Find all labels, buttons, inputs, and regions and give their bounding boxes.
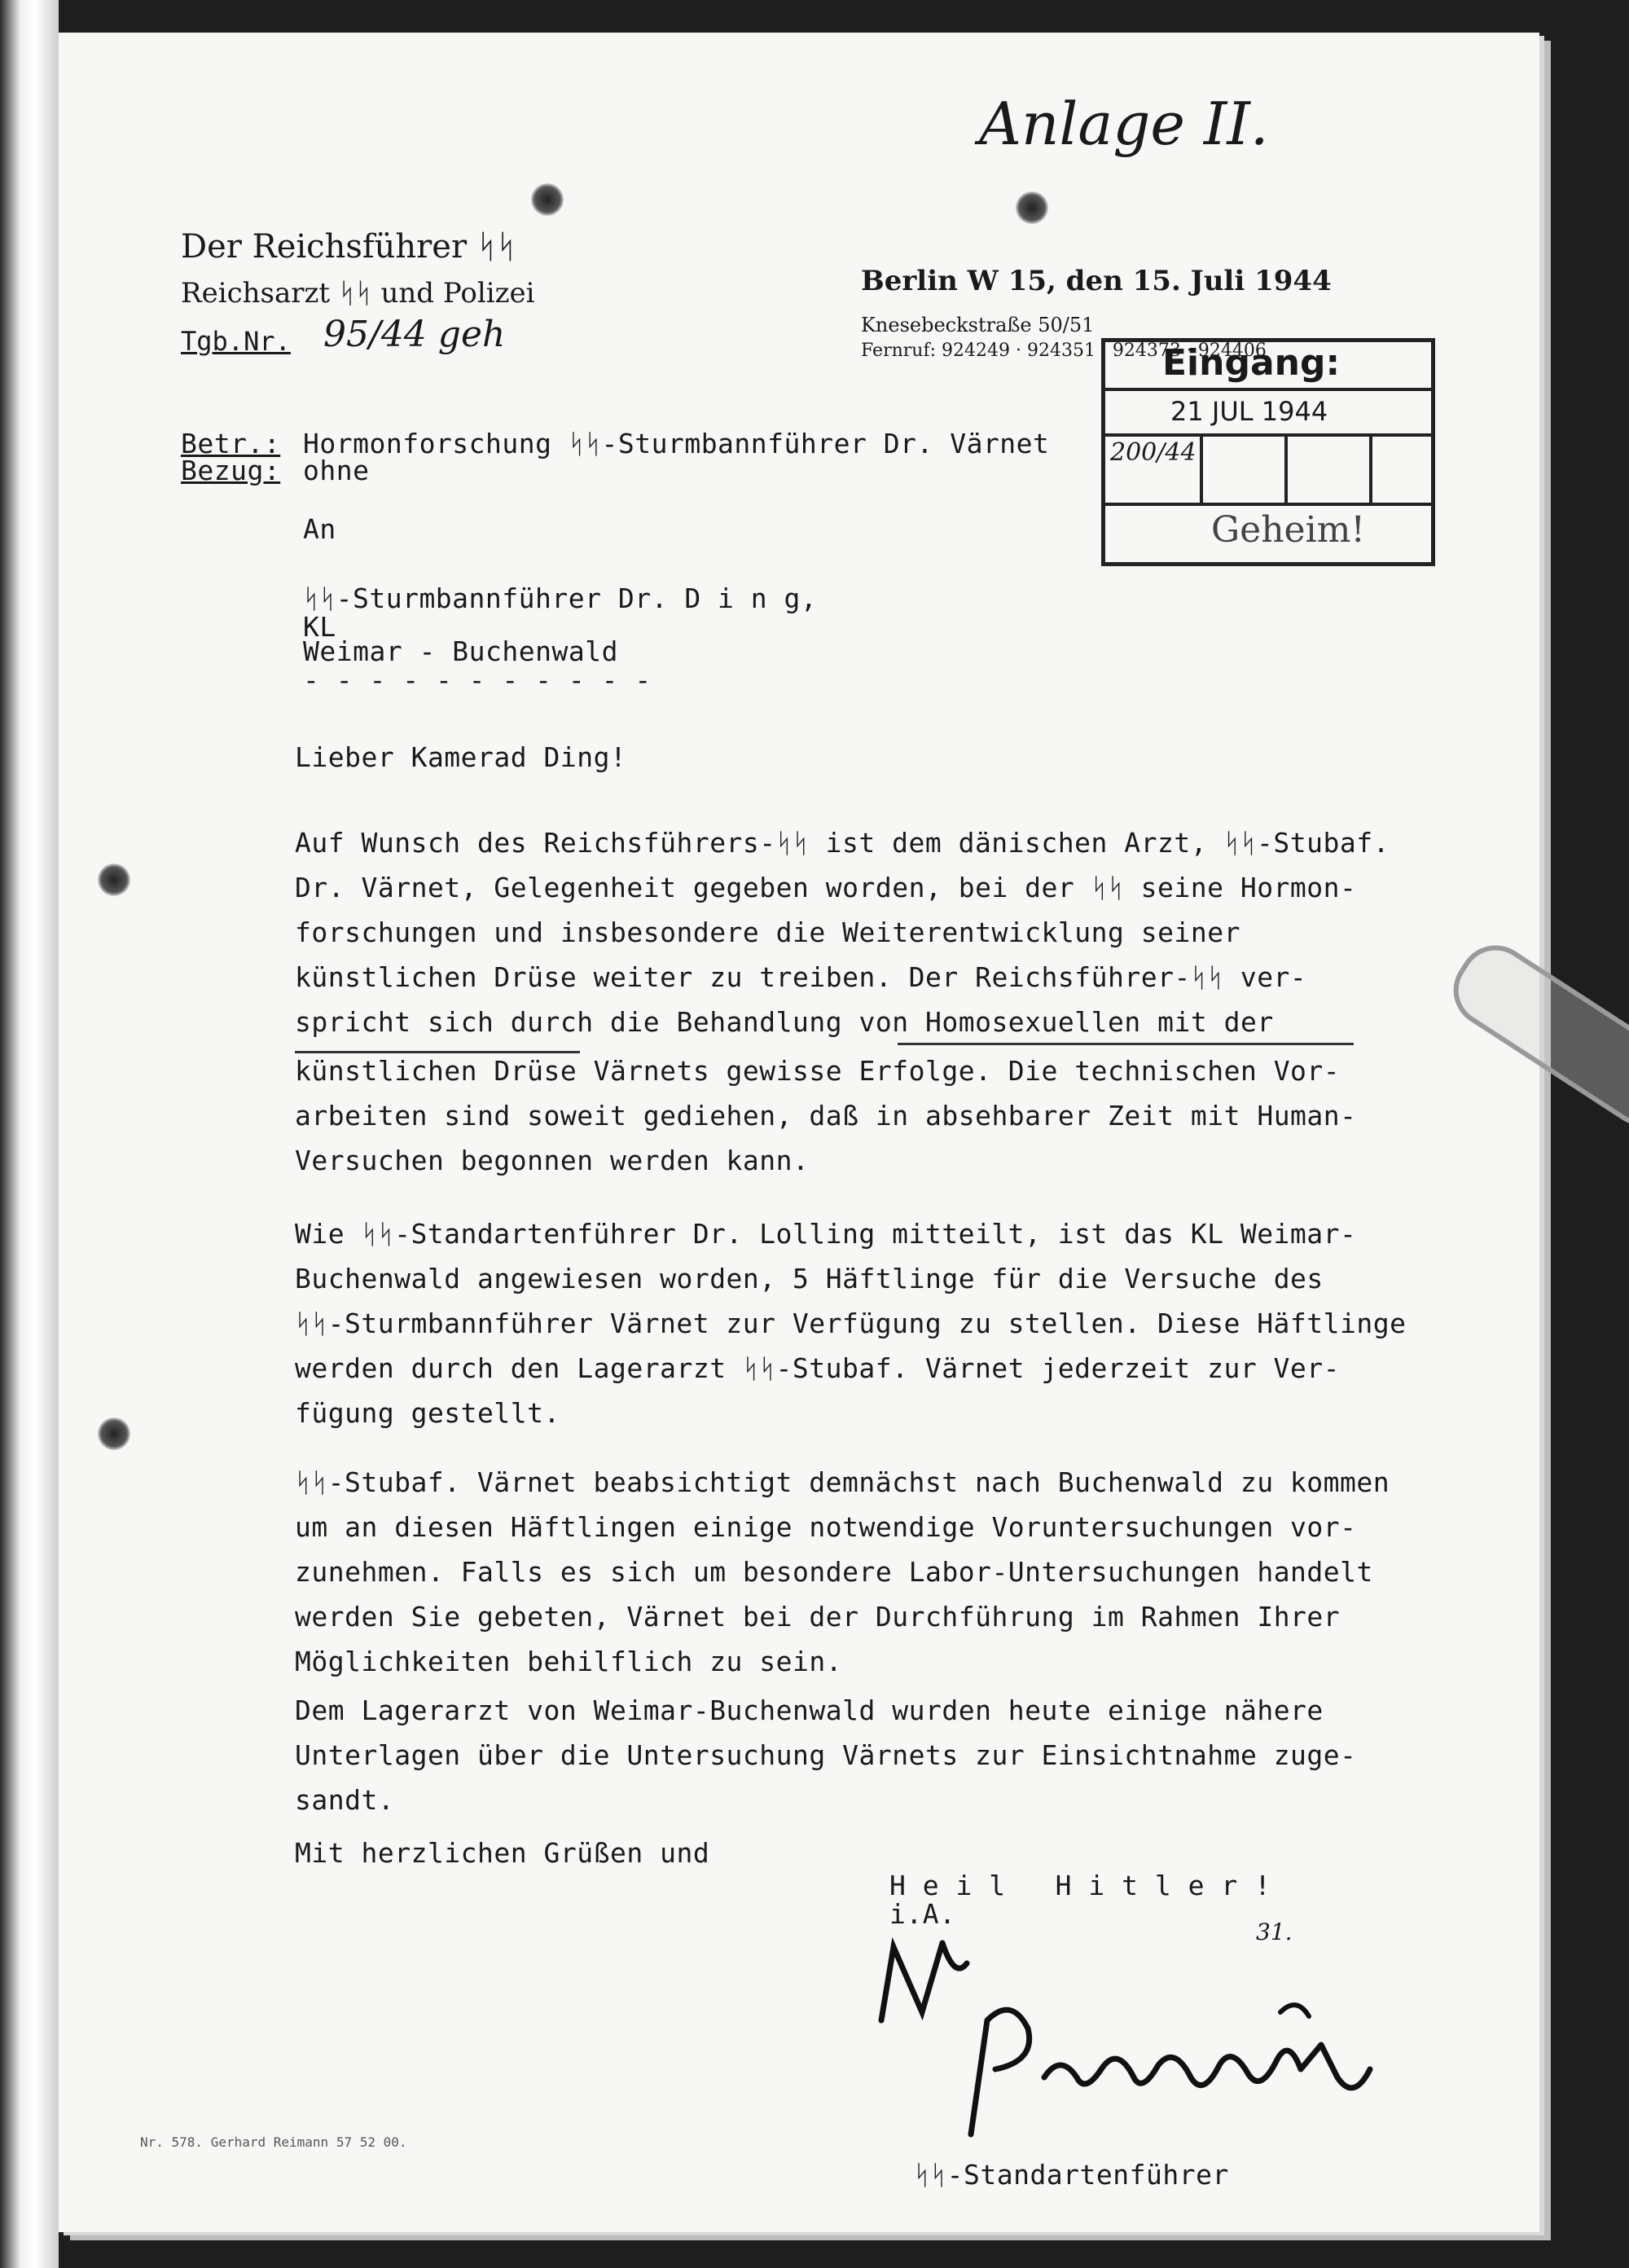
p4-line: Unterlagen über die Untersuchung Värnets zur Einsichtnahme zuge-	[295, 1739, 1357, 1771]
p2-line: Wie ᛋᛋ-Standartenführer Dr. Lolling mitteilt, ist das KL Weimar-	[295, 1218, 1357, 1250]
document-page	[59, 33, 1539, 2232]
p4-line: sandt.	[295, 1784, 395, 1816]
stamp-date: 21 JUL 1944	[1170, 396, 1328, 427]
p1-line: arbeiten sind soweit gediehen, daß in absehbarer Zeit mit Human-	[295, 1100, 1357, 1132]
place-date: Berlin W 15, den 15. Juli 1944	[861, 265, 1332, 297]
closing-heil: H e i l H i t l e r !	[889, 1870, 1271, 1901]
p3-line: ᛋᛋ-Stubaf. Värnet beabsichtigt demnächst nach Buchenwald zu kommen	[295, 1466, 1390, 1498]
p3-line: um an diesen Häftlingen einige notwendige Voruntersuchungen vor-	[295, 1511, 1357, 1543]
tgb-label: Tgb.Nr.	[181, 326, 291, 357]
stamp-classification: Geheim!	[1211, 509, 1366, 551]
punch-hole	[1016, 191, 1048, 224]
phone-numbers: Fernruf: 924249 · 924351 · 924373 · 924406	[861, 341, 1267, 361]
p1-line: künstlichen Drüse Värnets gewisse Erfolge. Die technischen Vor-	[295, 1055, 1341, 1087]
recipient-line3: Weimar - Buchenwald	[303, 635, 618, 667]
punch-hole	[98, 1418, 130, 1450]
p1-line: Auf Wunsch des Reichsführers-ᛋᛋ ist dem dänischen Arzt, ᛋᛋ-Stubaf.	[295, 827, 1390, 859]
stamp-title: Eingang:	[1162, 342, 1341, 384]
annotation-anlage: Anlage II.	[979, 90, 1269, 158]
stamp-number: 200/44	[1110, 438, 1197, 467]
recipient-line1: ᛋᛋ-Sturmbannführer Dr. D i n g,	[303, 582, 818, 614]
bezug-value: ohne	[303, 455, 370, 486]
tgb-value: 95/44 geh	[323, 314, 506, 355]
salutation: Lieber Kamerad Ding!	[295, 741, 627, 773]
recipient-an: An	[303, 513, 336, 545]
p2-line: ᛋᛋ-Sturmbannführer Värnet zur Verfügung zu stellen. Diese Häftlinge	[295, 1308, 1407, 1339]
footer-imprint: Nr. 578. Gerhard Reimann 57 52 00.	[140, 2134, 407, 2150]
signature	[938, 1988, 1394, 2151]
closing-greeting: Mit herzlichen Grüßen und	[295, 1837, 710, 1869]
closing-title: ᛋᛋ-Standartenführer	[914, 2159, 1229, 2191]
p4-line: Dem Lagerarzt von Weimar-Buchenwald wurden heute einige nähere	[295, 1694, 1324, 1726]
p1-line: künstlichen Drüse weiter zu treiben. Der Reichsführer-ᛋᛋ ver-	[295, 961, 1307, 993]
p1-line: Versuchen begonnen werden kann.	[295, 1145, 810, 1176]
underline-mark	[898, 1043, 1354, 1045]
recipient-line2: KL	[303, 611, 336, 643]
p1-line: forschungen und insbesondere die Weiterentwicklung seiner	[295, 916, 1240, 948]
letterhead-line1: Der Reichsführer ᛋᛋ	[181, 228, 516, 266]
address-street: Knesebeckstraße 50/51	[861, 314, 1095, 336]
p1-line: spricht sich durch die Behandlung von Homosexuellen mit der	[295, 1006, 1274, 1038]
punch-hole	[531, 183, 564, 216]
closing-initial: 31.	[1256, 1919, 1293, 1945]
letterhead-line2: Reichsarzt ᛋᛋ und Polizei	[181, 277, 535, 310]
p2-line: fügung gestellt.	[295, 1397, 560, 1429]
closing-ia: i.A.	[889, 1898, 956, 1930]
recipient-dashes: - - - - - - - - - - -	[303, 664, 652, 696]
p1-line: Dr. Värnet, Gelegenheit gegeben worden, bei der ᛋᛋ seine Hormon-	[295, 872, 1357, 903]
underline-mark	[295, 1051, 580, 1053]
book-binding	[0, 0, 59, 2268]
p2-line: Buchenwald angewiesen worden, 5 Häftlinge für die Versuche des	[295, 1263, 1324, 1294]
betr-label: Betr.:	[181, 428, 281, 459]
receipt-stamp	[1101, 338, 1435, 566]
punch-hole	[98, 864, 130, 896]
p3-line: werden Sie gebeten, Värnet bei der Durchführung im Rahmen Ihrer	[295, 1601, 1341, 1633]
p3-line: Möglichkeiten behilflich zu sein.	[295, 1646, 843, 1677]
p2-line: werden durch den Lagerarzt ᛋᛋ-Stubaf. Värnet jederzeit zur Ver-	[295, 1352, 1341, 1384]
betr-value: Hormonforschung ᛋᛋ-Sturmbannführer Dr. Värnet	[303, 428, 1050, 459]
p3-line: zunehmen. Falls es sich um besondere Labor-Untersuchungen handelt	[295, 1556, 1373, 1588]
bezug-label: Bezug:	[181, 455, 281, 486]
